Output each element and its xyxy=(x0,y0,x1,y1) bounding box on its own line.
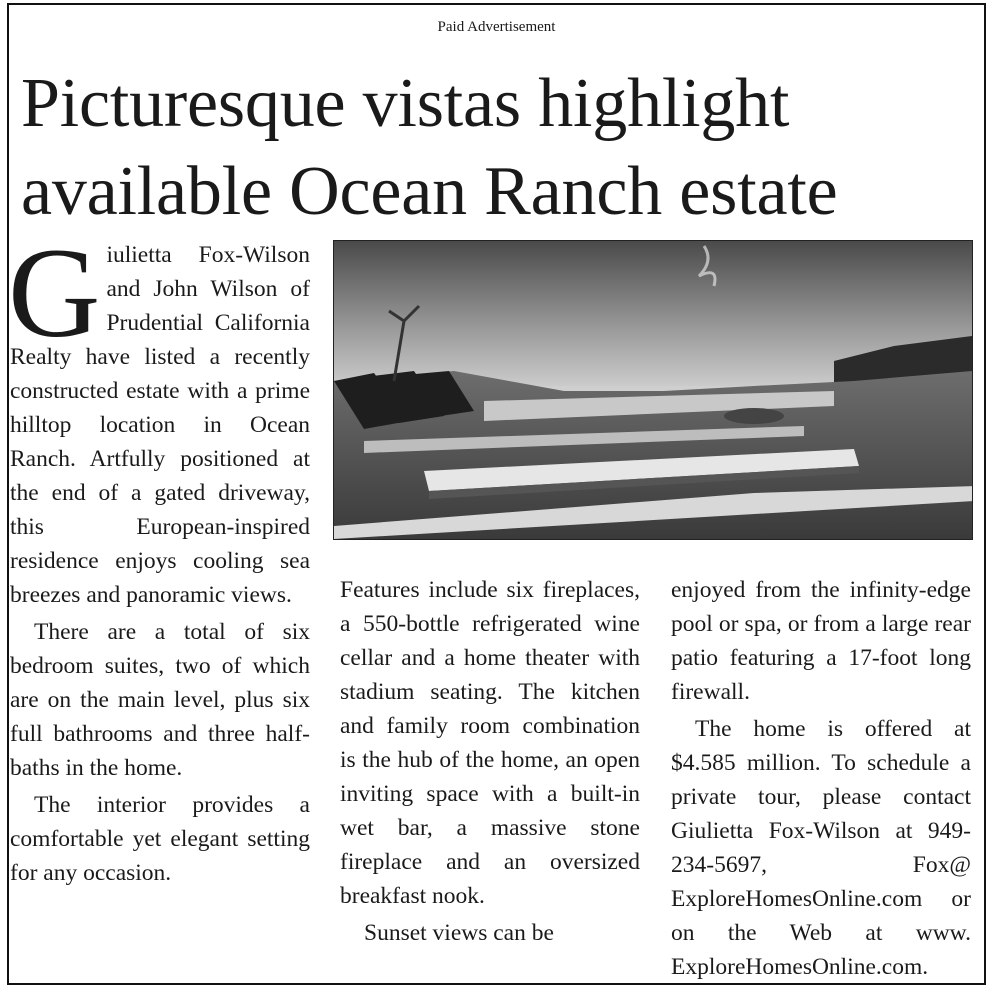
drop-cap: G xyxy=(8,222,101,364)
paid-advertisement-label: Paid Advertisement xyxy=(437,19,556,35)
paragraph-pool: enjoyed from the infinity-edge pool or spa, or from a large rear patio featuring a 17-foot long firewall. xyxy=(671,577,971,705)
article-column-2 xyxy=(340,573,640,953)
pool-terrace-image xyxy=(334,241,972,539)
paragraph-sunset: Sunset views can be xyxy=(364,920,554,946)
article-column-3 xyxy=(671,573,971,987)
headline: Picturesque vistas highlight available Ocean Ranch estate xyxy=(21,65,838,230)
paragraph-bedrooms: There are a total of six bedroom suites, two of which are on the main level, plus six full bathrooms and three half-baths in the home. xyxy=(10,619,310,781)
paragraph-interior: The interior provides a comfortable yet elegant setting for any occasion. xyxy=(10,792,310,886)
paragraph-contact: The home is offered at $4.585 million. To schedule a private tour, please contact Giulietta Fox-Wilson at 949-234-5697, Fox@ ExploreHomesOnline.com or on the Web at www. ExploreHomesOnline.com. xyxy=(671,716,971,980)
paragraph-intro xyxy=(8,222,310,612)
estate-photo xyxy=(333,240,973,540)
paragraph-features: Features include six fireplaces, a 550-bottle refrigerated wine cellar and a home theater with stadium seating. The kitchen and family room combination is the hub of the home, an open inviting space with a built-in wet bar, a massive stone fireplace and an oversized breakfast nook. xyxy=(340,577,640,909)
intro-text: iulietta Fox-Wilson and John Wilson of Prudential California Realty have listed a recently constructed estate with a prime hilltop location in Ocean Ranch. Artfully positioned at the end of a gated driveway, this European-inspired residence enjoys cooling sea breezes and panoramic views. xyxy=(10,242,310,608)
article-column-1 xyxy=(8,222,310,893)
